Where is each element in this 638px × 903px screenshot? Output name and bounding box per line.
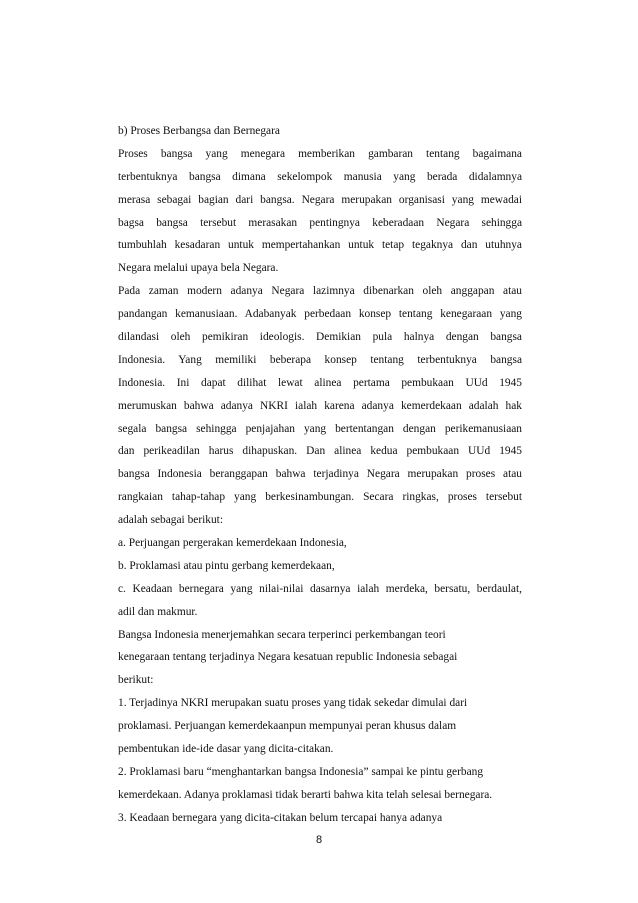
text-line: Proses bangsa yang menegara memberikan gambaran tentang bagaimana bbox=[118, 147, 522, 160]
list-item: b. Proklamasi atau pintu gerbang kemerdekaan, bbox=[118, 559, 335, 572]
section-heading: b) Proses Berbangsa dan Bernegara bbox=[118, 125, 280, 137]
text-line: tumbuhlah kesadaran untuk mempertahankan untuk tetap tegaknya dan utuhnya bbox=[118, 239, 522, 252]
text-line: proklamasi. Perjuangan kemerdekaanpun mempunyai peran khusus dalam bbox=[118, 720, 457, 733]
text-line: rangkaian tahap-tahap yang berkesinambungan. Secara ringkas, proses tersebut bbox=[118, 491, 522, 504]
list-item: a. Perjuangan pergerakan kemerdekaan Indonesia, bbox=[118, 537, 347, 550]
text-line: Negara melalui upaya bela Negara. bbox=[118, 262, 279, 275]
text-line: bangsa Indonesia beranggapan bahwa terjadinya Negara merupakan proses atau bbox=[118, 468, 522, 481]
text-line: merasa sebagai bagian dari bangsa. Negara merupakan organisasi yang mewadai bbox=[118, 193, 522, 206]
text-line: dilandasi oleh pemikiran ideologis. Demikian pula halnya dengan bangsa bbox=[118, 331, 522, 344]
page-number: 8 bbox=[315, 834, 323, 846]
text-line: berikut: bbox=[118, 674, 154, 687]
text-line: merumuskan bahwa adanya NKRI ialah karena adanya kemerdekaan adalah hak bbox=[118, 399, 522, 412]
text-line: pandangan kemanusiaan. Adabanyak perbedaan konsep tentang kenegaraan yang bbox=[118, 308, 522, 321]
list-item: 1. Terjadinya NKRI merupakan suatu proses yang tidak sekedar dimulai dari bbox=[118, 697, 468, 710]
text-line: kemerdekaan. Adanya proklamasi tidak berarti bahwa kita telah selesai bernegara. bbox=[118, 788, 493, 801]
text-line: Indonesia. Yang memiliki beberapa konsep tentang terbentuknya bangsa bbox=[118, 353, 522, 366]
text-line: Pada zaman modern adanya Negara lazimnya dibenarkan oleh anggapan atau bbox=[118, 285, 522, 298]
text-line: segala bangsa sehingga penjajahan yang bertentangan dengan perikemanusiaan bbox=[118, 422, 522, 435]
text-line: Bangsa Indonesia menerjemahkan secara terperinci perkembangan teori bbox=[118, 628, 446, 641]
text-line: pembentukan ide-ide dasar yang dicita-citakan. bbox=[118, 743, 334, 756]
list-item: 3. Keadaan bernegara yang dicita-citakan belum tercapai hanya adanya bbox=[118, 811, 443, 824]
text-line: adil dan makmur. bbox=[118, 605, 198, 618]
list-item: c. Keadaan bernegara yang nilai-nilai dasarnya ialah merdeka, bersatu, berdaulat, bbox=[118, 582, 522, 595]
text-line: Indonesia. Ini dapat dilihat lewat alinea pertama pembukaan UUd 1945 bbox=[118, 376, 522, 389]
text-line: bagsa bangsa tersebut merasakan pentingnya keberadaan Negara sehingga bbox=[118, 216, 522, 229]
text-line: kenegaraan tentang terjadinya Negara kesatuan republic Indonesia sebagai bbox=[118, 651, 458, 664]
text-line: adalah sebagai berikut: bbox=[118, 514, 224, 527]
body-text bbox=[118, 120, 522, 830]
list-item: 2. Proklamasi baru “menghantarkan bangsa Indonesia” sampai ke pintu gerbang bbox=[118, 765, 484, 778]
text-line: dan perikeadilan harus dihapuskan. Dan alinea kedua pembukaan UUd 1945 bbox=[118, 445, 522, 458]
text-line: terbentuknya bangsa dimana sekelompok manusia yang berada didalamnya bbox=[118, 170, 522, 183]
